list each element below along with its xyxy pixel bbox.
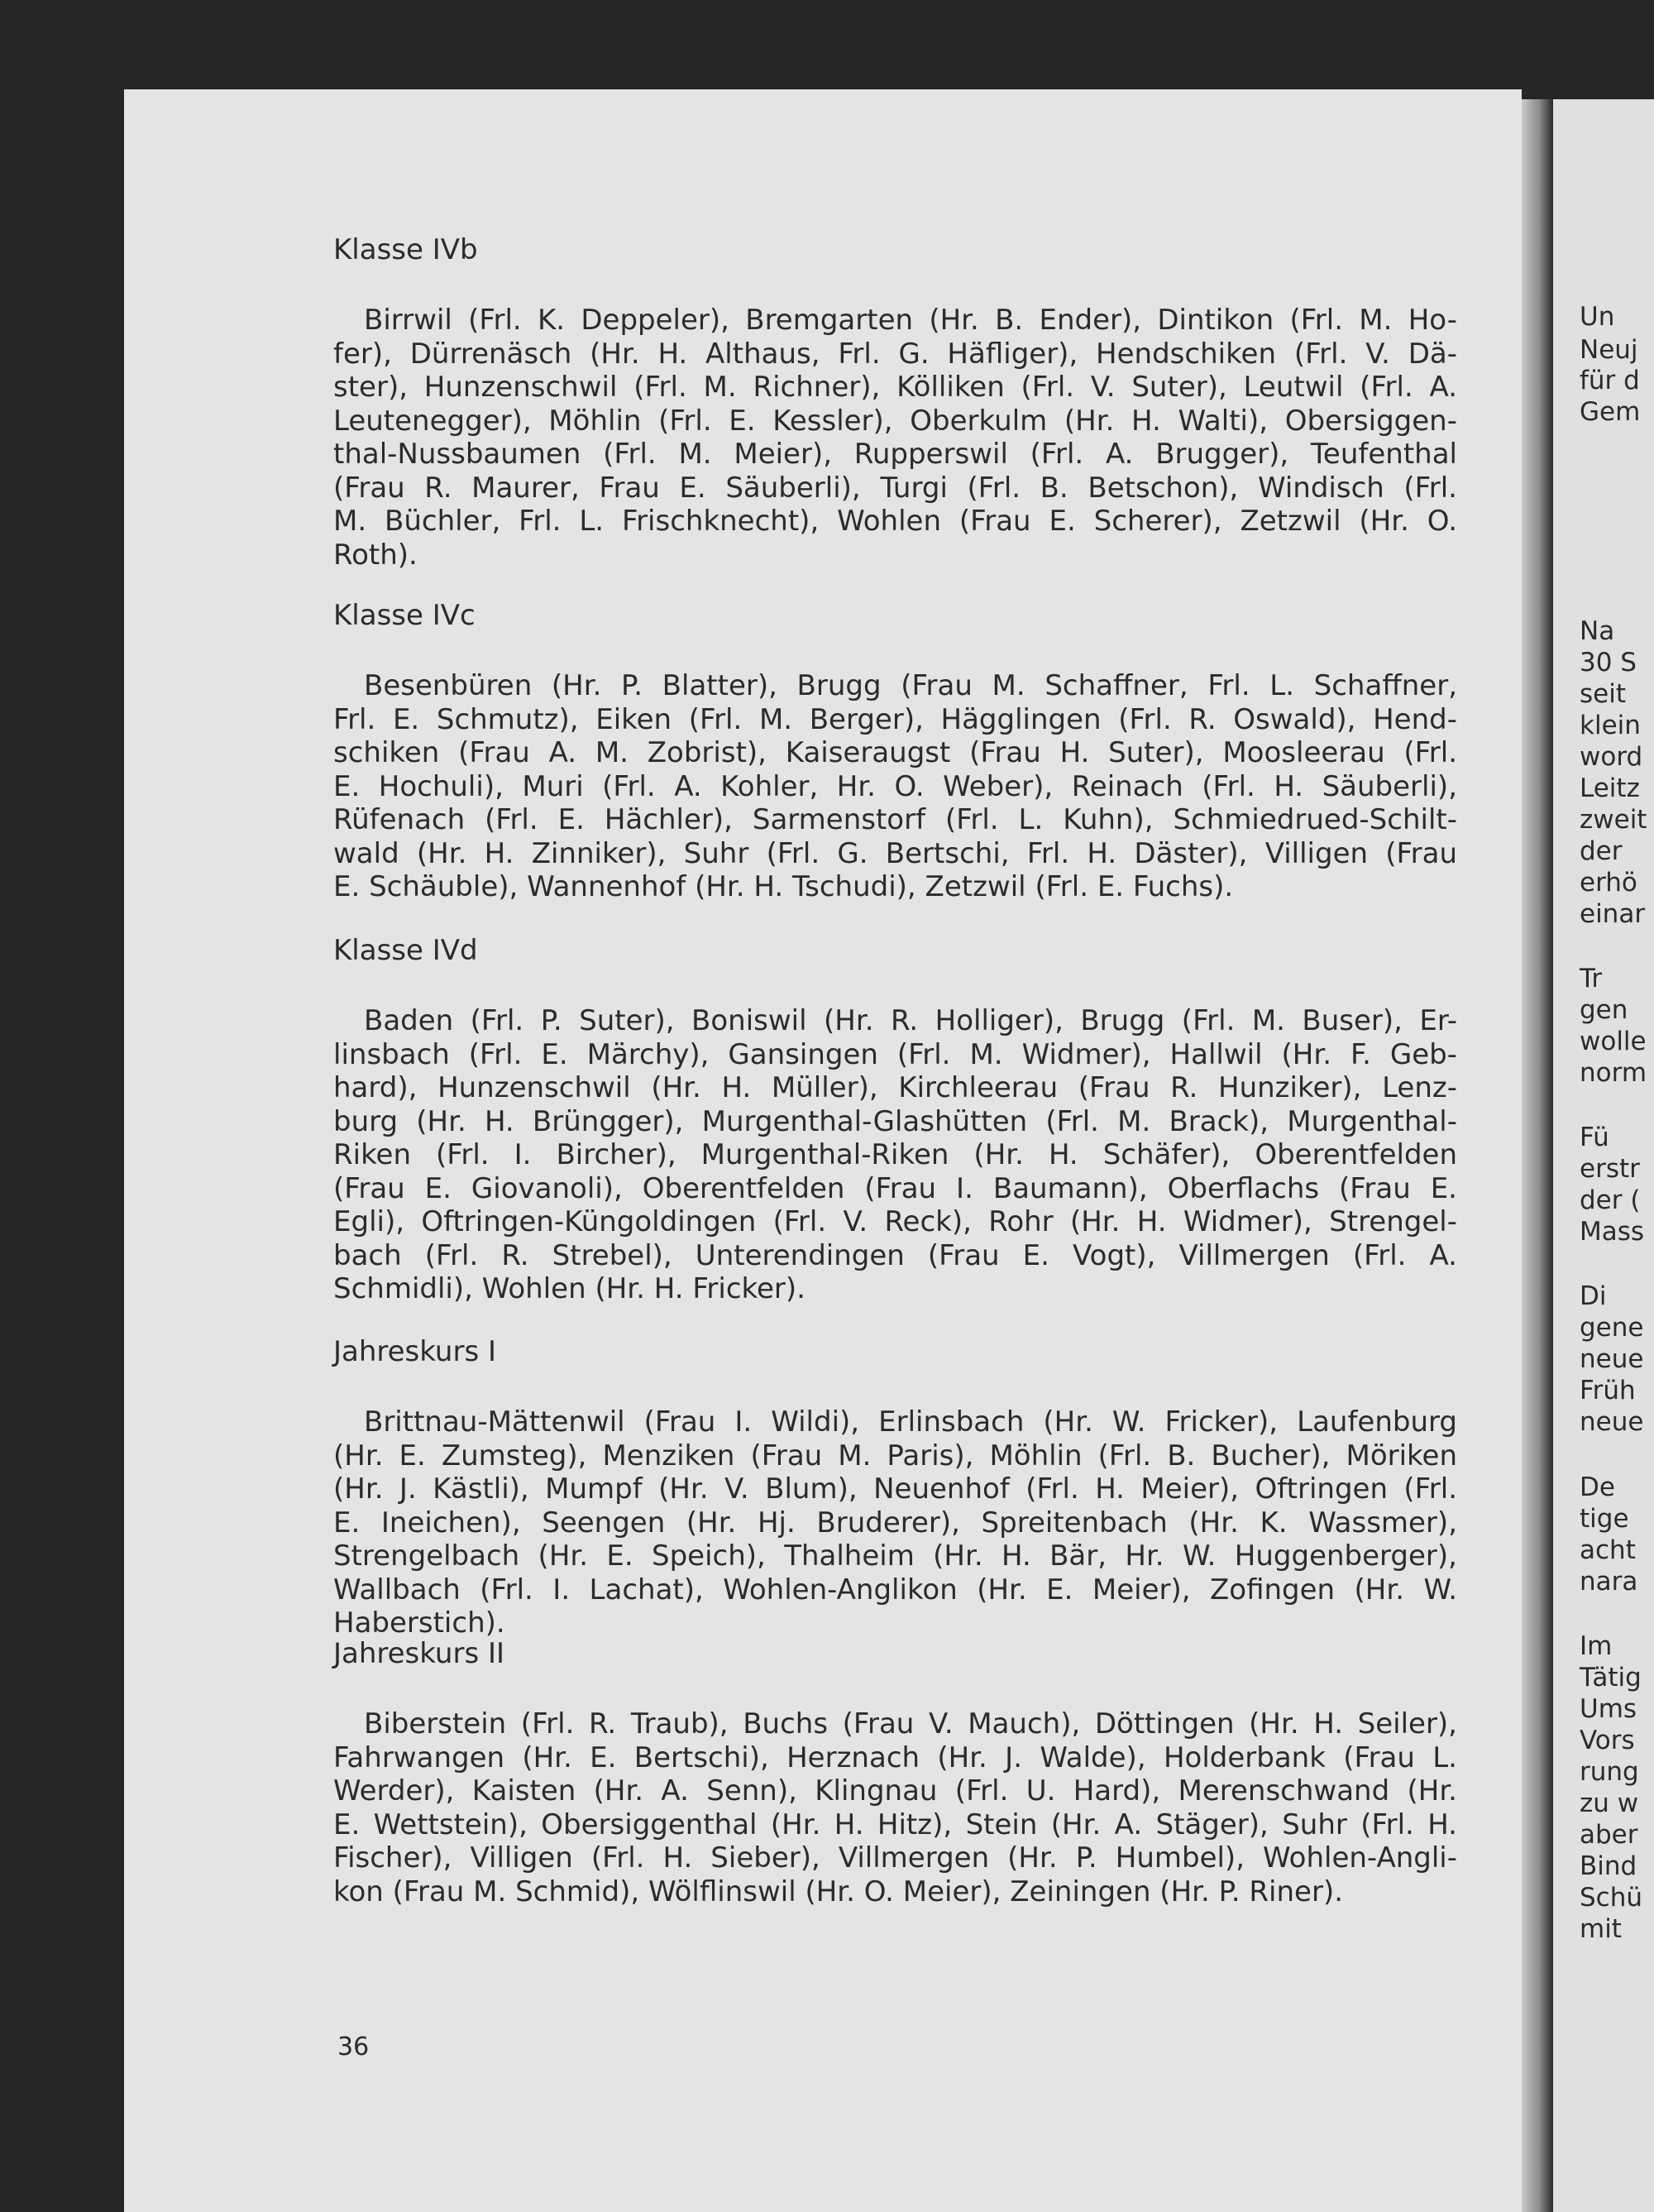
paragraph-line: Fahrwangen (Hr. E. Bertschi), Herznach (Hr. J. Walde), Holderbank (Frau L. bbox=[333, 1740, 1457, 1774]
adjacent-page-text-fragment: wolle bbox=[1580, 1027, 1647, 1056]
paragraph-line: Besenbüren (Hr. P. Blatter), Brugg (Frau M. Schaffner, Frl. L. Schaffner, bbox=[364, 669, 1457, 702]
adjacent-page-text-fragment: Bind bbox=[1580, 1851, 1637, 1881]
section-heading: Jahreskurs II bbox=[333, 1637, 505, 1670]
paragraph-line: Werder), Kaisten (Hr. A. Senn), Klingnau (Frl. U. Hard), Merenschwand (Hr. bbox=[333, 1774, 1457, 1807]
section-heading: Klasse IVd bbox=[333, 934, 478, 967]
paragraph-line: E. Hochuli), Muri (Frl. A. Kohler, Hr. O. Weber), Reinach (Frl. H. Säuberli), bbox=[333, 769, 1457, 803]
paragraph-line: kon (Frau M. Schmid), Wölflinswil (Hr. O. Meier), Zeiningen (Hr. P. Riner). bbox=[333, 1874, 1344, 1908]
adjacent-page-text-fragment: acht bbox=[1580, 1535, 1636, 1565]
adjacent-page-text-fragment: einar bbox=[1580, 899, 1646, 929]
adjacent-page-edge bbox=[1553, 99, 1654, 2212]
paragraph-line: schiken (Frau A. M. Zobrist), Kaiseraugst (Frau H. Suter), Moosleerau (Frl. bbox=[333, 736, 1457, 769]
paragraph-line: Rüfenach (Frl. E. Hächler), Sarmenstorf (Frl. L. Kuhn), Schmiedrued-Schilt- bbox=[333, 803, 1457, 836]
paragraph-line: Roth). bbox=[333, 538, 418, 572]
adjacent-page-text-fragment: Un bbox=[1580, 302, 1615, 332]
paragraph-line: burg (Hr. H. Brüngger), Murgenthal-Glashütten (Frl. M. Brack), Murgenthal- bbox=[333, 1104, 1457, 1138]
paragraph-line: E. Wettstein), Obersiggenthal (Hr. H. Hitz), Stein (Hr. A. Stäger), Suhr (Frl. H. bbox=[333, 1807, 1457, 1841]
paragraph-line: Biberstein (Frl. R. Traub), Buchs (Frau V. Mauch), Döttingen (Hr. H. Seiler), bbox=[364, 1707, 1457, 1740]
paragraph-line: ster), Hunzenschwil (Frl. M. Richner), Kölliken (Frl. V. Suter), Leutwil (Frl. A. bbox=[333, 371, 1457, 404]
adjacent-page-text-fragment: Na bbox=[1580, 616, 1615, 646]
paragraph-line: (Frau R. Maurer, Frau E. Säuberli), Turgi (Frl. B. Betschon), Windisch (Frl. bbox=[333, 471, 1457, 505]
adjacent-page-text-fragment: Mass bbox=[1580, 1217, 1645, 1247]
paragraph-line: fer), Dürrenäsch (Hr. H. Althaus, Frl. G. Häfliger), Hendschiken (Frl. V. Dä- bbox=[333, 337, 1457, 371]
adjacent-page-text-fragment: der bbox=[1580, 836, 1623, 866]
section-heading: Klasse IVc bbox=[333, 599, 476, 632]
paragraph-line: E. Ineichen), Seengen (Hr. Hj. Bruderer), Spreitenbach (Hr. K. Wassmer), bbox=[333, 1506, 1457, 1539]
adjacent-page-text-fragment: Im bbox=[1580, 1631, 1613, 1661]
adjacent-page-text-fragment: norm bbox=[1580, 1058, 1647, 1088]
adjacent-page-text-fragment: zu w bbox=[1580, 1788, 1639, 1818]
adjacent-page-text-fragment: mit bbox=[1580, 1914, 1622, 1944]
paragraph-line: E. Schäuble), Wannenhof (Hr. H. Tschudi), Zetzwil (Frl. E. Fuchs). bbox=[333, 870, 1234, 903]
adjacent-page-text-fragment: gene bbox=[1580, 1313, 1644, 1343]
paragraph-line: Wallbach (Frl. I. Lachat), Wohlen-Anglikon (Hr. E. Meier), Zofingen (Hr. W. bbox=[333, 1573, 1457, 1606]
paragraph-line: M. Büchler, Frl. L. Frischknecht), Wohlen (Frau E. Scherer), Zetzwil (Hr. O. bbox=[333, 505, 1457, 538]
paragraph-line: Brittnau-Mättenwil (Frau I. Wildi), Erlinsbach (Hr. W. Fricker), Laufenburg bbox=[364, 1405, 1457, 1439]
paragraph-line: Baden (Frl. P. Suter), Boniswil (Hr. R. Holliger), Brugg (Frl. M. Buser), Er- bbox=[364, 1004, 1457, 1037]
paragraph-line: thal-Nussbaumen (Frl. M. Meier), Rupperswil (Frl. A. Brugger), Teufenthal bbox=[333, 438, 1457, 471]
adjacent-page-text-fragment: gen bbox=[1580, 995, 1628, 1025]
adjacent-page-text-fragment: word bbox=[1580, 742, 1643, 772]
paragraph-line: Frl. E. Schmutz), Eiken (Frl. M. Berger), Hägglingen (Frl. R. Oswald), Hend- bbox=[333, 702, 1457, 736]
adjacent-page-text-fragment: der ( bbox=[1580, 1185, 1641, 1215]
section-heading: Jahreskurs I bbox=[333, 1335, 496, 1368]
adjacent-page-text-fragment: De bbox=[1580, 1472, 1615, 1502]
paragraph-line: Fischer), Villigen (Frl. H. Sieber), Villmergen (Hr. P. Humbel), Wohlen-Angli- bbox=[333, 1841, 1457, 1874]
paragraph-line: hard), Hunzenschwil (Hr. H. Müller), Kirchleerau (Frau R. Hunziker), Lenz- bbox=[333, 1071, 1457, 1104]
adjacent-page-text-fragment: Tätig bbox=[1580, 1663, 1642, 1693]
paragraph-line: linsbach (Frl. E. Märchy), Gansingen (Frl. M. Widmer), Hallwil (Hr. F. Geb- bbox=[333, 1037, 1457, 1071]
adjacent-page-text-fragment: seit bbox=[1580, 679, 1626, 709]
adjacent-page-text-fragment: zweit bbox=[1580, 805, 1647, 835]
paragraph-line: (Hr. J. Kästli), Mumpf (Hr. V. Blum), Neuenhof (Frl. H. Meier), Oftringen (Frl. bbox=[333, 1472, 1457, 1506]
adjacent-page-text-fragment: erstr bbox=[1580, 1154, 1640, 1184]
adjacent-page-text-fragment: Vors bbox=[1580, 1726, 1635, 1755]
paragraph-line: Haberstich). bbox=[333, 1606, 505, 1640]
paragraph-line: Riken (Frl. I. Bircher), Murgenthal-Riken (Hr. H. Schäfer), Oberentfelden bbox=[333, 1138, 1457, 1171]
adjacent-page-text-fragment: nara bbox=[1580, 1567, 1638, 1597]
adjacent-page-text-fragment: neue bbox=[1580, 1344, 1644, 1374]
adjacent-page-text-fragment: Ums bbox=[1580, 1694, 1637, 1724]
adjacent-page-text-fragment: Schü bbox=[1580, 1883, 1643, 1913]
adjacent-page-text-fragment: Di bbox=[1580, 1281, 1607, 1311]
paragraph-line: (Hr. E. Zumsteg), Menziken (Frau M. Paris), Möhlin (Frl. B. Bucher), Möriken bbox=[333, 1439, 1457, 1472]
page-number: 36 bbox=[337, 2032, 370, 2061]
adjacent-page-text-fragment: für d bbox=[1580, 366, 1640, 395]
paragraph-line: Schmidli), Wohlen (Hr. H. Fricker). bbox=[333, 1272, 805, 1305]
paragraph-line: wald (Hr. H. Zinniker), Suhr (Frl. G. Bertschi, Frl. H. Däster), Villigen (Frau bbox=[333, 836, 1457, 870]
adjacent-page-text-fragment: Gem bbox=[1580, 397, 1641, 427]
adjacent-page-text-fragment: Neuj bbox=[1580, 335, 1638, 365]
adjacent-page-text-fragment: 30 S bbox=[1580, 648, 1637, 677]
adjacent-page-text-fragment: tige bbox=[1580, 1504, 1629, 1534]
adjacent-page-text-fragment: erhö bbox=[1580, 868, 1637, 898]
adjacent-page-text-fragment: klein bbox=[1580, 711, 1641, 740]
adjacent-page-text-fragment: rung bbox=[1580, 1757, 1639, 1787]
adjacent-page-text-fragment: Tr bbox=[1580, 964, 1603, 993]
paragraph-line: Egli), Oftringen-Küngoldingen (Frl. V. Reck), Rohr (Hr. H. Widmer), Strengel- bbox=[333, 1205, 1457, 1238]
paragraph-line: Birrwil (Frl. K. Deppeler), Bremgarten (Hr. B. Ender), Dintikon (Frl. M. Ho- bbox=[364, 304, 1457, 337]
adjacent-page-text-fragment: Fü bbox=[1580, 1123, 1609, 1152]
adjacent-page-text-fragment: Früh bbox=[1580, 1376, 1636, 1405]
paragraph-line: Leutenegger), Möhlin (Frl. E. Kessler), Oberkulm (Hr. H. Walti), Obersiggen- bbox=[333, 404, 1457, 438]
adjacent-page-text-fragment: neue bbox=[1580, 1407, 1644, 1437]
adjacent-page-text-fragment: Leitz bbox=[1580, 773, 1640, 803]
paragraph-line: Strengelbach (Hr. E. Speich), Thalheim (Hr. H. Bär, Hr. W. Huggenberger), bbox=[333, 1539, 1457, 1573]
book-binding-shadow bbox=[1522, 99, 1553, 2212]
paragraph-line: bach (Frl. R. Strebel), Unterendingen (Frau E. Vogt), Villmergen (Frl. A. bbox=[333, 1238, 1457, 1272]
adjacent-page-text-fragment: aber bbox=[1580, 1820, 1638, 1850]
paragraph-line: (Frau E. Giovanoli), Oberentfelden (Frau I. Baumann), Oberflachs (Frau E. bbox=[333, 1171, 1457, 1205]
section-heading: Klasse IVb bbox=[333, 233, 478, 266]
